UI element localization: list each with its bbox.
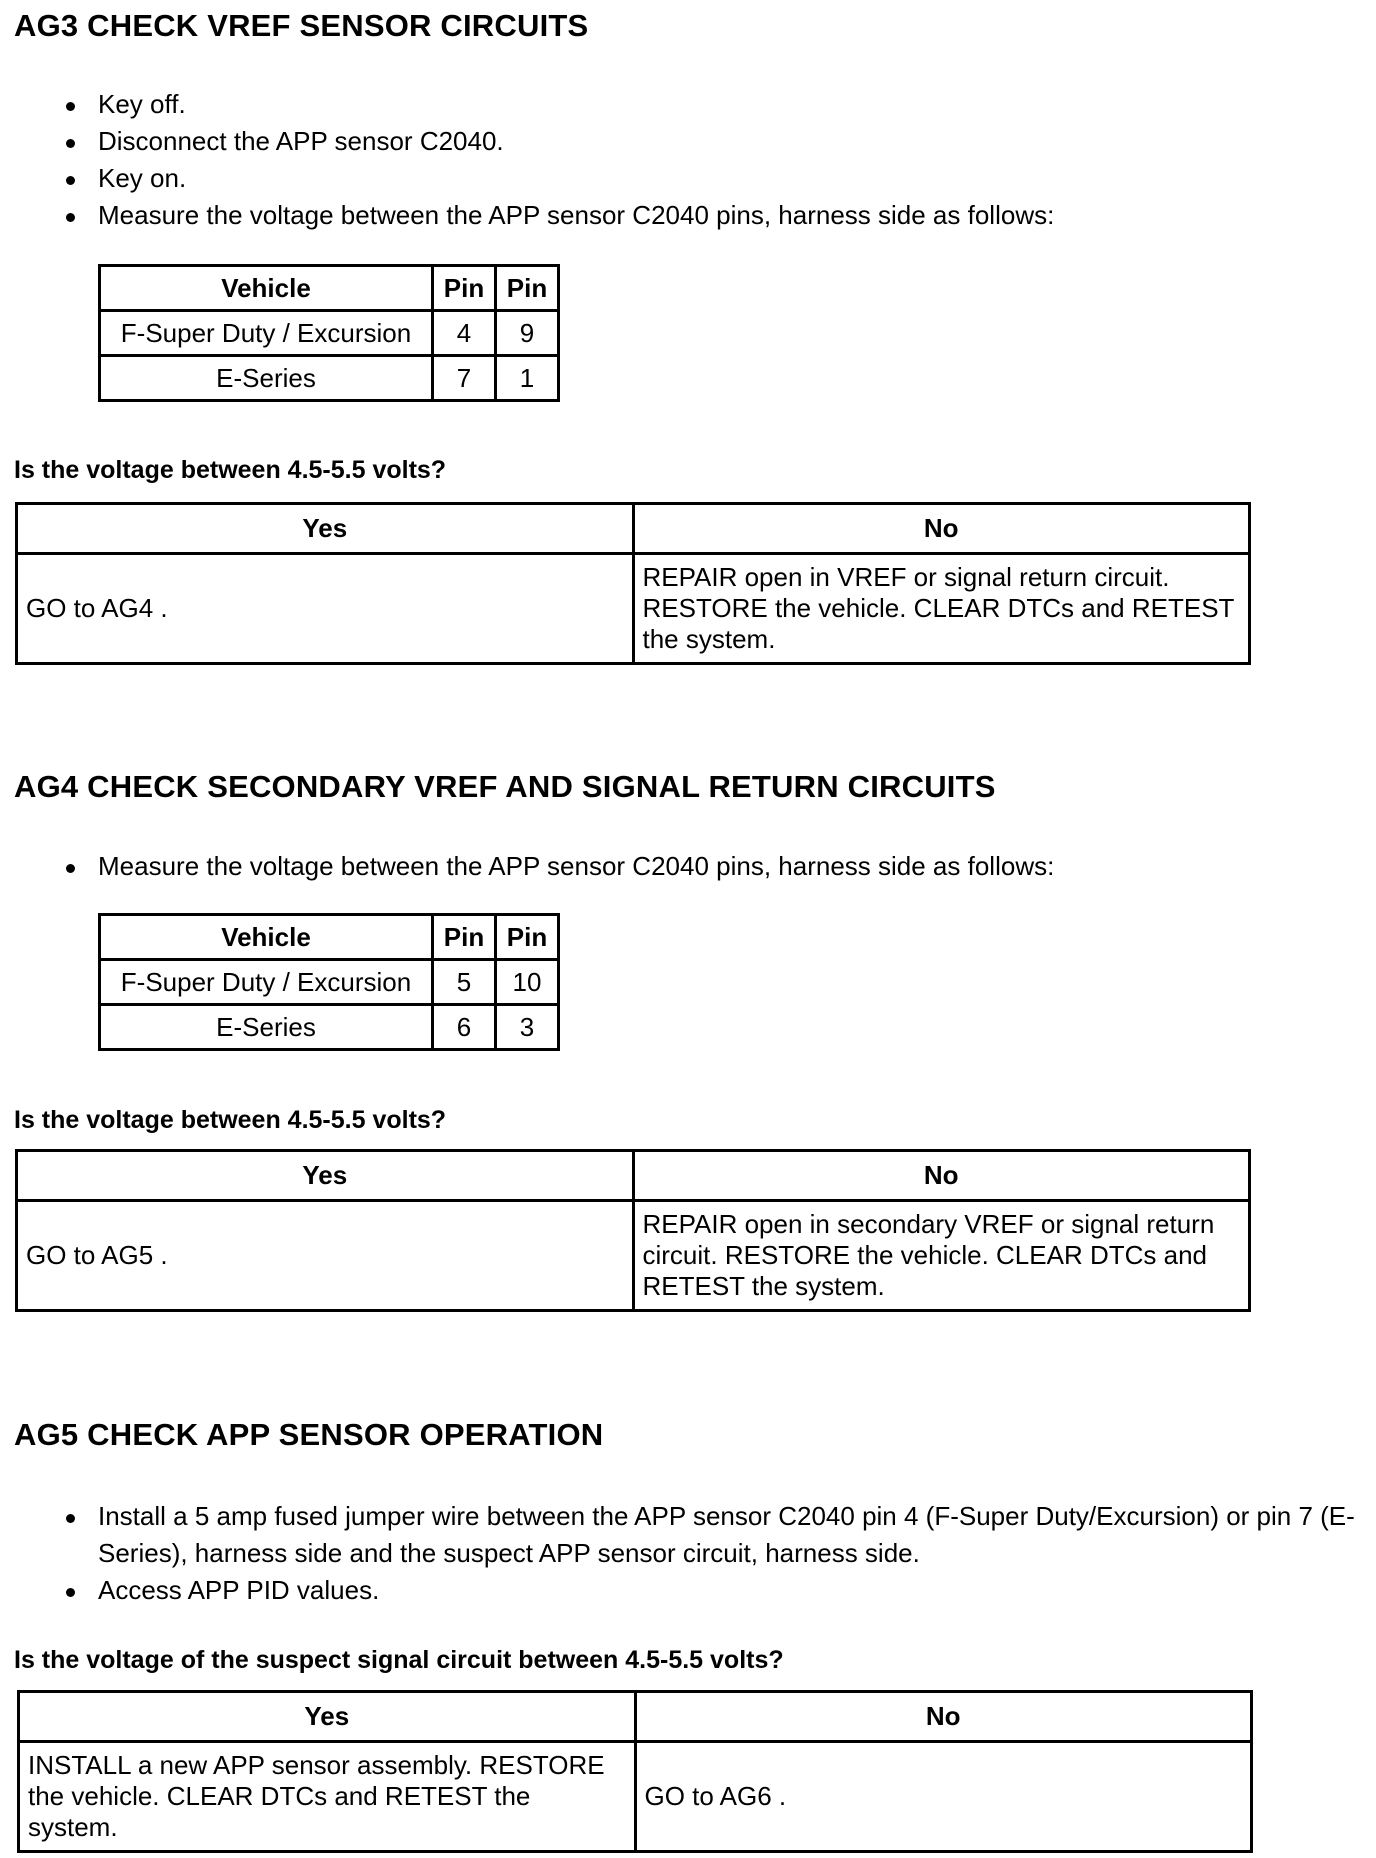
ag5-question: Is the voltage of the suspect signal circuit between 4.5-5.5 volts? (14, 1646, 784, 1674)
table-cell: 3 (496, 1005, 559, 1050)
table-cell: 10 (496, 960, 559, 1005)
ag3-answer-table (15, 502, 1251, 665)
table-cell: 4 (433, 311, 496, 356)
ag4-steps (64, 848, 1054, 885)
ag3-step: Disconnect the APP sensor C2040. (64, 123, 1054, 160)
ag3-step: Key on. (64, 160, 1054, 197)
yes-header: Yes (19, 1692, 636, 1742)
ag3-question: Is the voltage between 4.5-5.5 volts? (14, 456, 447, 484)
ag3-step: Key off. (64, 86, 1054, 123)
table-row (19, 1742, 1252, 1852)
table-cell: F-Super Duty / Excursion (100, 960, 433, 1005)
table-cell: F-Super Duty / Excursion (100, 311, 433, 356)
ag4-question: Is the voltage between 4.5-5.5 volts? (14, 1106, 447, 1134)
ag3-step: Measure the voltage between the APP sensor C2040 pins, harness side as follows: (64, 197, 1054, 234)
table-row (100, 356, 559, 401)
column-header: Pin (496, 915, 559, 960)
table-header-row (19, 1692, 1252, 1742)
table-cell: 5 (433, 960, 496, 1005)
ag5-title: AG5 CHECK APP SENSOR OPERATION (14, 1417, 604, 1452)
yes-cell: GO to AG4 . (17, 554, 634, 664)
ag5-step: Access APP PID values. (64, 1572, 1364, 1609)
yes-cell: GO to AG5 . (17, 1201, 634, 1311)
column-header: Vehicle (100, 266, 433, 311)
ag4-step: Measure the voltage between the APP sensor C2040 pins, harness side as follows: (64, 848, 1054, 885)
table-cell: E-Series (100, 1005, 433, 1050)
table-cell: E-Series (100, 356, 433, 401)
table-row (100, 1005, 559, 1050)
ag3-title: AG3 CHECK VREF SENSOR CIRCUITS (14, 8, 589, 43)
yes-header: Yes (17, 1151, 634, 1201)
ag4-answer-table (15, 1149, 1251, 1312)
table-header-row (17, 1151, 1250, 1201)
no-header: No (633, 1151, 1250, 1201)
ag4-title: AG4 CHECK SECONDARY VREF AND SIGNAL RETURN CIRCUITS (14, 769, 996, 804)
table-row (100, 311, 559, 356)
table-cell: 1 (496, 356, 559, 401)
ag4-pin-table (98, 913, 560, 1051)
no-header: No (635, 1692, 1252, 1742)
no-cell: REPAIR open in VREF or signal return circuit. RESTORE the vehicle. CLEAR DTCs and RETEST the system. (633, 554, 1250, 664)
column-header: Pin (433, 266, 496, 311)
ag5-answer-table (17, 1690, 1253, 1853)
table-header-row (100, 915, 559, 960)
yes-header: Yes (17, 504, 634, 554)
ag5-steps (64, 1498, 1364, 1609)
table-cell: 7 (433, 356, 496, 401)
ag5-step: Install a 5 amp fused jumper wire between the APP sensor C2040 pin 4 (F-Super Duty/Excursion) or pin 7 (E-Series), harness side and the suspect APP sensor circuit, harness side. (64, 1498, 1364, 1572)
column-header: Vehicle (100, 915, 433, 960)
table-row (17, 554, 1250, 664)
table-header-row (17, 504, 1250, 554)
column-header: Pin (496, 266, 559, 311)
table-row (17, 1201, 1250, 1311)
table-row (100, 960, 559, 1005)
table-header-row (100, 266, 559, 311)
yes-cell: INSTALL a new APP sensor assembly. RESTORE the vehicle. CLEAR DTCs and RETEST the system. (19, 1742, 636, 1852)
column-header: Pin (433, 915, 496, 960)
ag3-steps (64, 86, 1054, 234)
ag3-pin-table (98, 264, 560, 402)
table-cell: 9 (496, 311, 559, 356)
no-cell: GO to AG6 . (635, 1742, 1252, 1852)
no-cell: REPAIR open in secondary VREF or signal return circuit. RESTORE the vehicle. CLEAR DTCs and RETEST the system. (633, 1201, 1250, 1311)
no-header: No (633, 504, 1250, 554)
table-cell: 6 (433, 1005, 496, 1050)
